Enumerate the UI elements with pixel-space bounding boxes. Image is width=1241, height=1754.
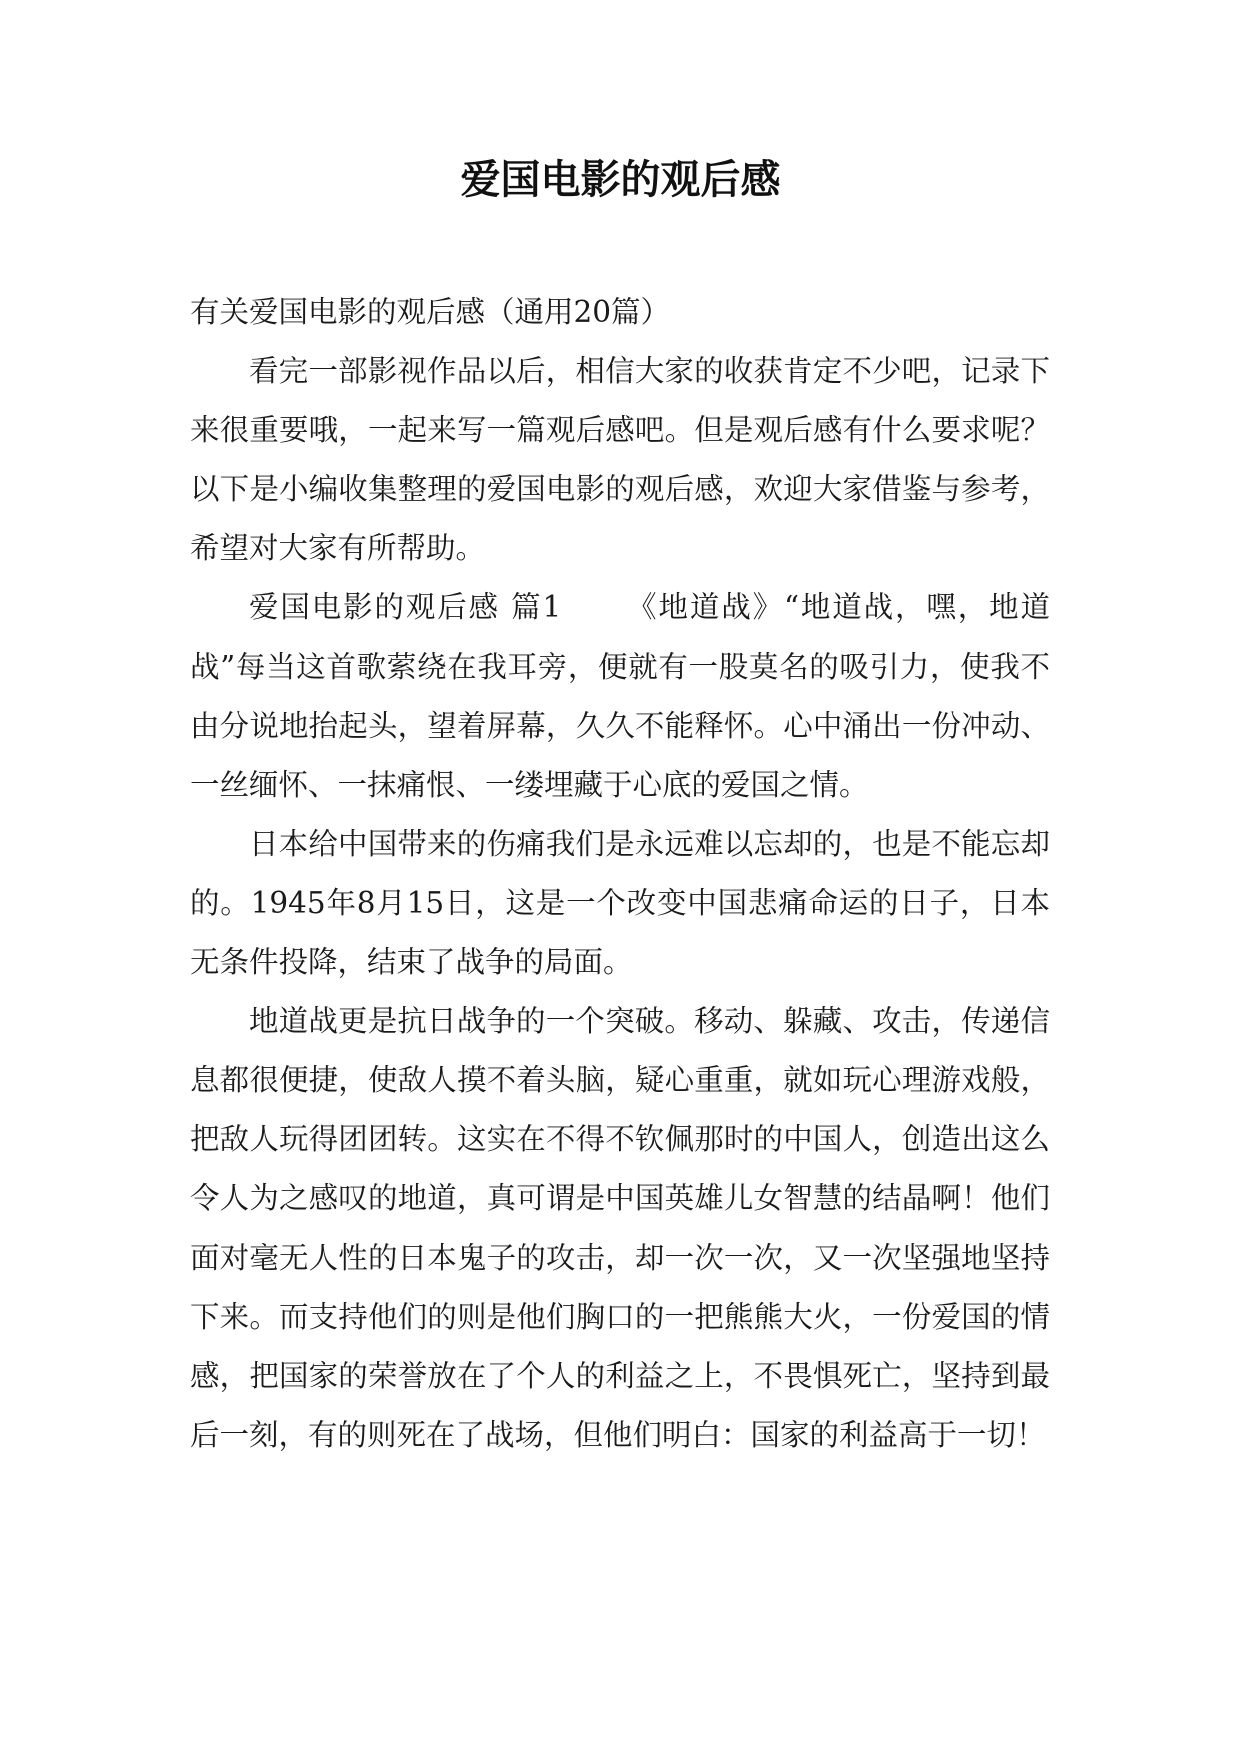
paragraph-3: 地道战更是抗日战争的一个突破。移动、躲藏、攻击，传递信息都很便捷，使敌人摸不着头脑，疑心重重，就如玩心理游戏般，把敌人玩得团团转。这实在不得不钦佩那时的中国人，创造出这么令人为之感叹的地道，真可谓是中国英雄儿女智慧的结晶啊！他们面对毫无人性的日本鬼子的攻击，却一次一次，又一次坚强地坚持下来。而支持他们的则是他们胸口的一把熊熊大火，一份爱国的情感，把国家的荣誉放在了个人的利益之上，不畏惧死亡，坚持到最后一刻，有的则死在了战场，但他们明白：国家的利益高于一切！ [190, 1004, 1050, 1452]
section-first-paragraph: 《地道战》“地道战，嘿，地道战”每当这首歌萦绕在我耳旁，便就有一股莫名的吸引力，使我不由分说地抬起头，望着屏幕，久久不能释怀。心中涌出一份冲动、一丝缅怀、一抹痛恨、一缕埋藏于心底的爱国之情。 [190, 590, 1050, 802]
intro-paragraph: 看完一部影视作品以后，相信大家的收获肯定不少吧，记录下来很重要哦，一起来写一篇观后感吧。但是观后感有什么要求呢？以下是小编收集整理的爱国电影的观后感，欢迎大家借鉴与参考，希望对大家有所帮助。 [190, 354, 1050, 566]
document-body [190, 283, 1050, 1465]
document-title: 爱国电影的观后感 [460, 157, 781, 203]
paragraph-2: 日本给中国带来的伤痛我们是永远难以忘却的，也是不能忘却的。1945年8月15日，这是一个改变中国悲痛命运的日子，日本无条件投降，结束了战争的局面。 [190, 826, 1050, 980]
document-subtitle: 有关爱国电影的观后感（通用20篇） [190, 295, 671, 329]
section-heading: 爱国电影的观后感 篇1 [249, 590, 562, 625]
section-1-paragraph [190, 578, 1050, 814]
